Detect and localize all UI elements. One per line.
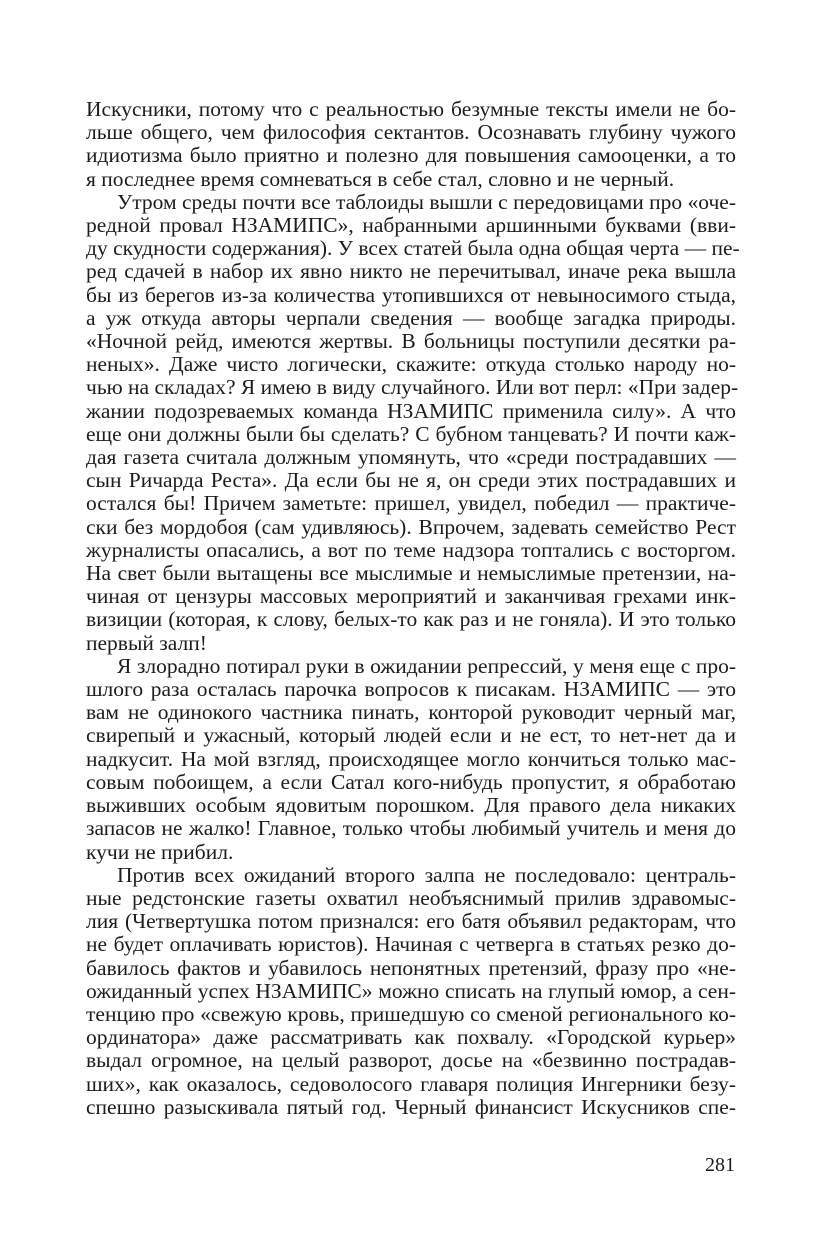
text-line: На свет были вытащены все мыслимые и немыслимые претензии, на- [86, 561, 736, 586]
text-line: вам не одинокого частника пинать, конторой руководит черный маг, [86, 700, 736, 725]
text-line: журналисты опасались, а вот по теме надзора топтались с восторгом. [86, 537, 736, 562]
text-line: Утром среды почти все таблоиды вышли с передовицами про «оче- [117, 189, 736, 214]
text-line: не будет оплачивать юристов). Начиная с четверга в статьях резко до- [86, 932, 736, 957]
text-line: совым побоищем, а если Сатал кого-нибудь пропустит, я обработаю [86, 769, 736, 794]
text-line: жании подозреваемых команда НЗАМИПС применила силу». А что [86, 398, 736, 423]
text-line: неных». Даже чисто логически, скажите: откуда столько народу но- [86, 352, 736, 377]
paragraph [86, 655, 736, 864]
text-line: ординатора» даже рассматривать как похвалу. «Городской курьер» [86, 1025, 736, 1050]
text-line: первый залп! [86, 630, 207, 655]
paragraph [86, 864, 736, 1119]
text-line: льше общего, чем философия сектантов. Осознавать глубину чужого [86, 120, 736, 145]
paragraph [86, 189, 740, 655]
text-line: чиная от цензуры массовых мероприятий и заканчивая грехами инк- [86, 584, 736, 609]
text-line: редной провал НЗАМИПС», набранными аршинными буквами (вви- [86, 213, 736, 238]
text-line: ожиданный успех НЗАМИПС» можно списать на глупый юмор, а сен- [86, 978, 736, 1003]
text-line: ред сдачей в набор их явно никто не перечитывал, иначе река вышла [86, 259, 736, 284]
text-line: ших», как оказалось, седоволосого главаря полиция Ингерники безу- [86, 1071, 736, 1096]
text-line: я последнее время сомневаться в себе стал, словно и не черный. [86, 166, 675, 191]
text-line: ски без мордобоя (сам удивляюсь). Впрочем, задевать семейство Рест [86, 514, 736, 539]
text-line: тенцию про «свежую кровь, пришедшую со сменой регионального ко- [86, 1001, 736, 1026]
text-line: дая газета считала должным упомянуть, что «среди пострадавших — [86, 445, 736, 470]
text-line: идиотизма было приятно и полезно для повышения самооценки, а то [86, 143, 736, 168]
text-line: ные редстонские газеты охватил необъяснимый прилив здравомыс- [86, 885, 736, 910]
text-line: шлого раза осталась парочка вопросов к писакам. НЗАМИПС — это [86, 677, 736, 702]
page-number: 281 [705, 1154, 735, 1176]
paragraph [86, 98, 736, 191]
text-line: бавилось фактов и убавилось непонятных претензий, фразу про «не- [86, 955, 736, 980]
text-line: Против всех ожиданий второго залпа не последовало: централь- [117, 862, 736, 887]
text-line: бы из берегов из-за количества утопившихся от невыносимого стыда, [86, 282, 736, 307]
text-line: еще они должны были бы сделать? С бубном танцевать? И почти каж- [86, 421, 736, 446]
page-body [86, 97, 740, 1119]
text-line: кучи не прибил. [86, 839, 234, 864]
text-line: Я злорадно потирал руки в ожидании репрессий, у меня еще с про- [117, 653, 736, 678]
text-line: ду скудности содержания). У всех статей была одна общая черта — пе- [86, 236, 740, 261]
text-line: выживших особым ядовитым порошком. Для правого дела никаких [86, 793, 736, 818]
text-line: надкусит. На мой взгляд, происходящее могло кончиться только мас- [86, 746, 736, 771]
text-line: свирепый и ужасный, который людей если и не ест, то нет-нет да и [86, 723, 736, 748]
text-line: сын Ричарда Реста». Да если бы не я, он среди этих пострадавших и [86, 468, 736, 493]
text-line: выдал огромное, на целый разворот, досье на «безвинно пострадав- [86, 1048, 736, 1073]
text-line: чью на складах? Я имею в виду случайного. Или вот перл: «При задер- [86, 375, 739, 400]
text-line: а уж откуда авторы черпали сведения — вообще загадка природы. [86, 305, 736, 330]
text-line: остался бы! Причем заметьте: пришел, увидел, победил — практиче- [86, 491, 736, 516]
text-line: лия (Четвертушка потом признался: его батя объявил редакторам, что [86, 909, 736, 934]
text-line: «Ночной рейд, имеются жертвы. В больницы поступили десятки ра- [86, 329, 736, 354]
text-line: визиции (которая, к слову, белых-то как раз и не гоняла). И это только [86, 607, 736, 632]
text-line: спешно разыскивала пятый год. Черный финансист Искусников спе- [86, 1094, 736, 1119]
text-line: Искусники, потому что с реальностью безумные тексты имели не бо- [86, 97, 736, 121]
text-line: запасов не жалко! Главное, только чтобы любимый учитель и меня до [86, 816, 736, 841]
